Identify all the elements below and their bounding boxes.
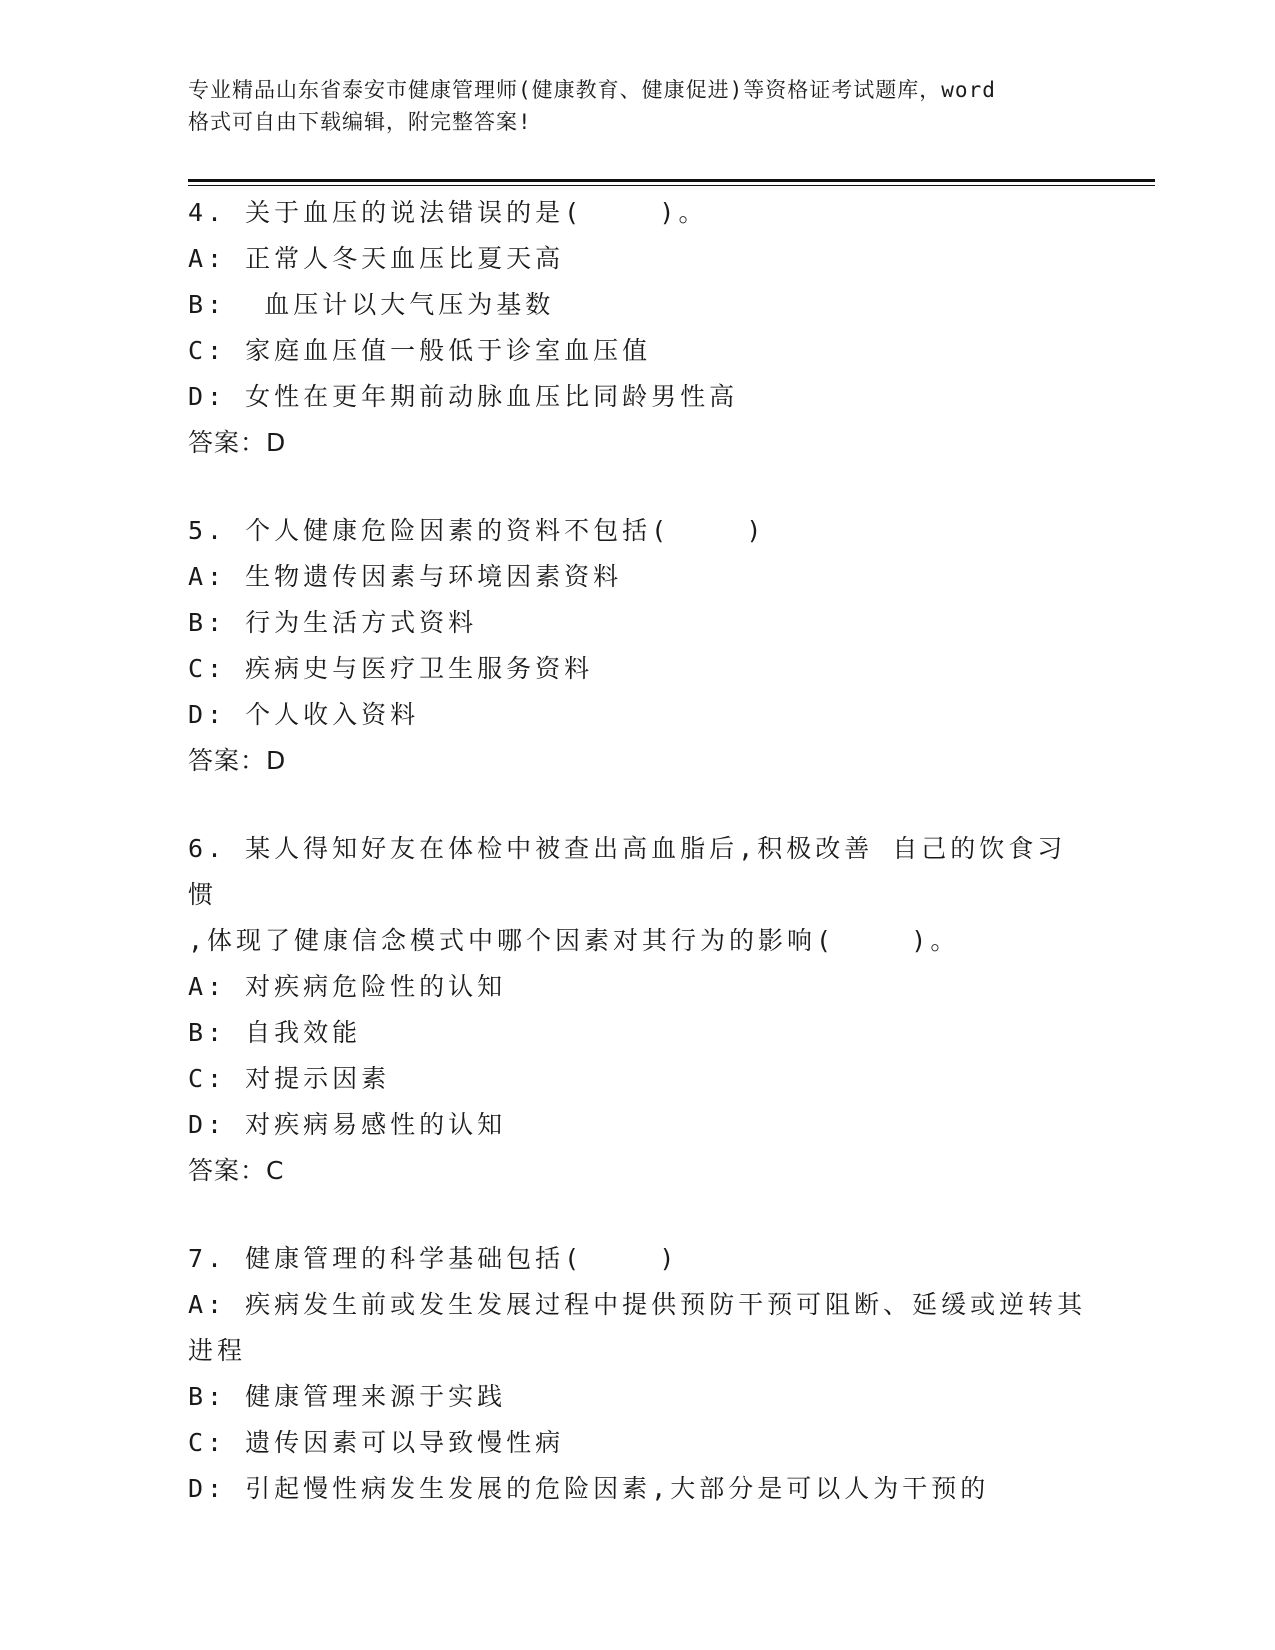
answer-label: 答案：C — [188, 1156, 285, 1185]
option-d: D: 女性在更年期前动脉血压比同龄男性高 — [188, 382, 739, 411]
option-d: D: 个人收入资料 — [188, 700, 420, 729]
option-a: A: 正常人冬天血压比夏天高 — [188, 244, 565, 273]
option-b: B: 行为生活方式资料 — [188, 608, 478, 637]
question-4 — [188, 190, 1088, 466]
document-header — [188, 74, 1088, 138]
question-stem: 4. 关于血压的说法错误的是( )。 — [188, 198, 708, 227]
option-a: A: 疾病发生前或发生发展过程中提供预防干预可阻断、延缓或逆转其 — [188, 1290, 1087, 1319]
option-a: A: 生物遗传因素与环境因素资料 — [188, 562, 623, 591]
header-divider-thick — [188, 179, 1155, 182]
question-6 — [188, 826, 1088, 1194]
option-c: C: 遗传因素可以导致慢性病 — [188, 1428, 565, 1457]
question-7 — [188, 1236, 1088, 1512]
header-line-1: 专业精品山东省泰安市健康管理师(健康教育、健康促进)等资格证考试题库，word — [188, 78, 996, 102]
question-stem: 5. 个人健康危险因素的资料不包括( ) — [188, 516, 766, 545]
question-stem: 6. 某人得知好友在体检中被查出高血脂后,积极改善 自己的饮食习惯 — [188, 834, 1067, 909]
answer-label: 答案：D — [188, 428, 287, 457]
question-5 — [188, 508, 1088, 784]
option-b: B: 自我效能 — [188, 1018, 362, 1047]
question-stem: 7. 健康管理的科学基础包括( ) — [188, 1244, 679, 1273]
option-b: B: 血压计以大气压为基数 — [188, 290, 555, 319]
option-c: C: 疾病史与医疗卫生服务资料 — [188, 654, 594, 683]
option-c: C: 家庭血压值一般低于诊室血压值 — [188, 336, 652, 365]
option-b: B: 健康管理来源于实践 — [188, 1382, 507, 1411]
option-d: D: 引起慢性病发生发展的危险因素,大部分是可以人为干预的 — [188, 1474, 990, 1503]
header-line-2: 格式可自由下载编辑，附完整答案! — [188, 110, 532, 134]
header-divider-thin — [188, 185, 1155, 186]
option-a: A: 对疾病危险性的认知 — [188, 972, 507, 1001]
option-a-continued: 进程 — [188, 1336, 247, 1365]
option-d: D: 对疾病易感性的认知 — [188, 1110, 507, 1139]
option-c: C: 对提示因素 — [188, 1064, 391, 1093]
answer-label: 答案：D — [188, 746, 287, 775]
question-list — [188, 190, 1088, 1554]
question-stem-continued: ,体现了健康信念模式中哪个因素对其行为的影响( )。 — [188, 926, 960, 955]
